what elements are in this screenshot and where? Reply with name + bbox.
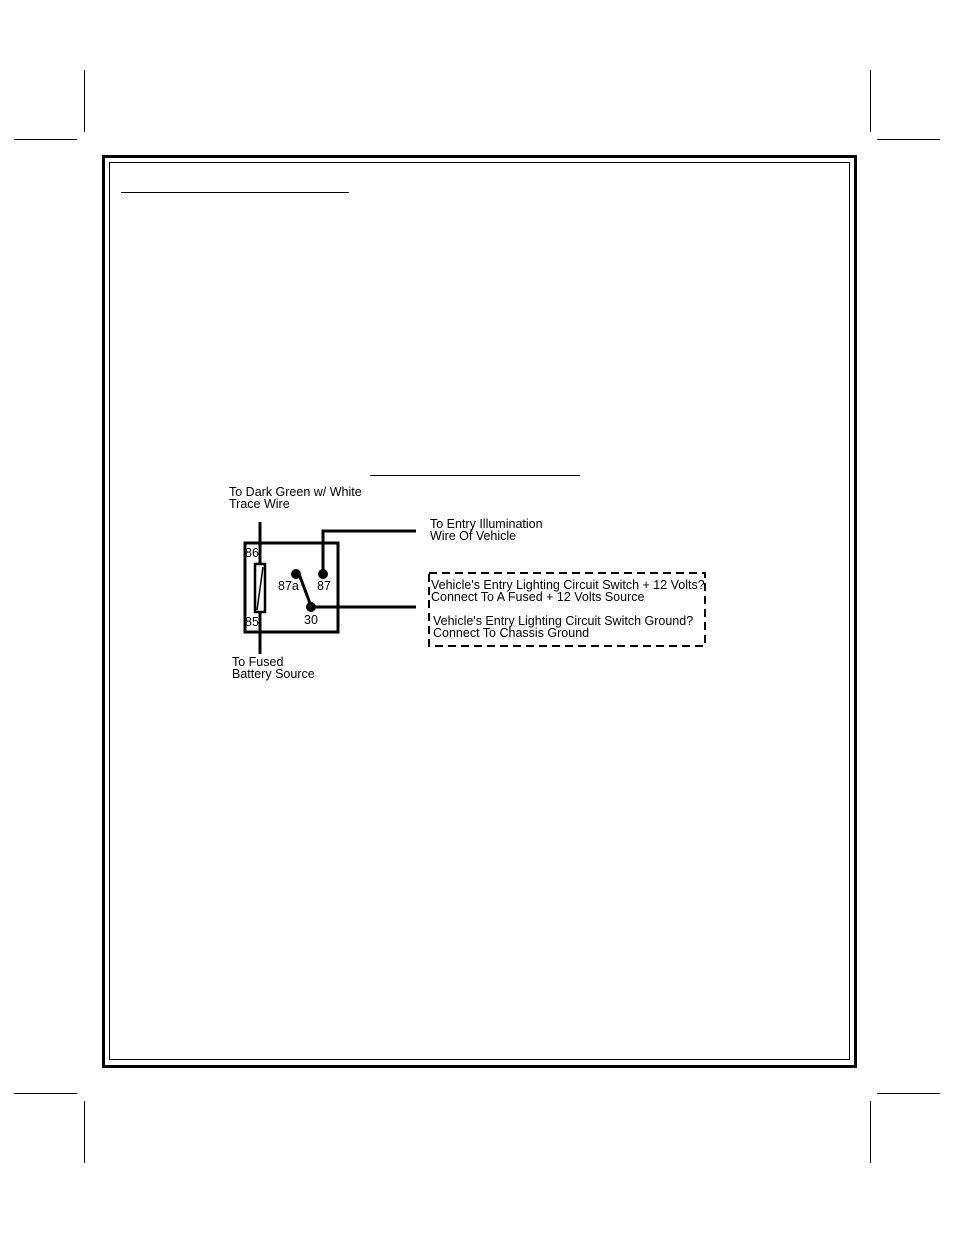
switch-arm — [299, 574, 311, 606]
pin-label-87: 87 — [317, 579, 331, 593]
pin-label-30: 30 — [304, 613, 318, 627]
note-line-4: Connect To Chassis Ground — [433, 626, 590, 640]
entry-illumination-label-line2: Wire Of Vehicle — [430, 529, 517, 543]
fused-battery-label-line2: Battery Source — [232, 667, 315, 681]
note-line-1: Vehicle's Entry Lighting Circuit Switch + 12 Volts? — [431, 578, 705, 592]
dark-green-wire-label-line2: Trace Wire — [229, 497, 290, 511]
entry-illumination-label-line1: To Entry Illumination — [430, 517, 543, 531]
pin-label-85: 85 — [245, 615, 259, 629]
terminal-87 — [318, 569, 328, 579]
pin-label-87a: 87a — [278, 579, 299, 593]
note-line-2: Connect To A Fused + 12 Volts Source — [431, 590, 645, 604]
pin-label-86: 86 — [245, 546, 259, 560]
note-line-3: Vehicle's Entry Lighting Circuit Switch Ground? — [433, 614, 694, 628]
fused-battery-label-line1: To Fused — [232, 655, 284, 669]
dark-green-wire-label-line1: To Dark Green w/ White — [229, 485, 362, 499]
